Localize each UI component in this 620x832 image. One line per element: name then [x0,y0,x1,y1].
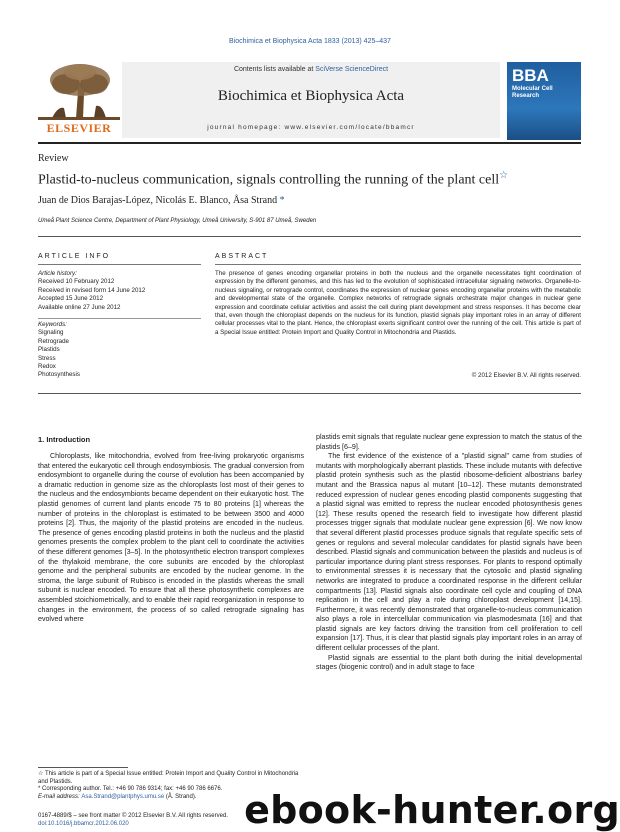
history-item: Accepted 15 June 2012 [38,295,104,303]
body-paragraph: The first evidence of the existence of a "plastid signal" came from studies of mutants with morphologically aberrant plastids. These include mutants with defective plastid protein synthesis such as the plastid ribosome-deficient albostrians barley mutant and the Brassica napus al mutant [10–12]. These mutants demonstrated reduced expression of nuclear genes encoding plastid components suggesting that a plastid signal was emitted to repress the nuclear encoded photosynthesis genes [12]. These results opened the research field to investigate how different plastid processes trigger signals that modulate nuclear gene expression [6]. We now know that several different plastid processes produce signals that regulate specific sets of genes or regulons and several molecular candidates for plastid signals have been described. Plastid signals and communication between the plastids and nucleus is of particular importance during plant stress responses. For plants to respond optimally to environmental stresses it is necessary that the cytosolic and plastid signaling networks are integrated to produce a coordinated response in the different cellular compartments [13]. Plastid signals also coordinate cell cycle and coupling of DNA replication in the cell and play a role during chloroplast development [14,15]. Furthermore, it was recently demonstrated that organelle-to-nucleus communication also plays a role in intercellular communication via plasmodesmata [16] and that plastid signals are key factors driving the transition from cell proliferation to cell expansion [17]. Thus, it is clear that plastid signals play important roles in an array of different cellular processes of the plant. [316,452,582,653]
copyright-notice: © 2012 Elsevier B.V. All rights reserved. [471,372,581,379]
article-info-heading: ARTICLE INFO [38,253,111,260]
email-suffix: (Å. Strand). [164,793,197,800]
cover-subtitle: Molecular Cell Research [512,86,553,99]
journal-cover-image [507,62,581,140]
history-item: Available online 27 June 2012 [38,303,121,311]
contents-prefix: Contents lists available at [233,66,316,73]
keyword-item: Signaling [38,329,64,337]
keywords-label: Keywords: [38,321,67,328]
title-footnote-star-icon[interactable]: ☆ [499,170,509,181]
watermark: ebook-hunter.org [244,788,620,832]
affiliation: Umeå Plant Science Centre, Department of Plant Physiology, Umeå University, S-901 87 Umeå, Sweden [38,218,317,224]
email-link[interactable]: Asa.Strand@plantphys.umu.se [81,793,165,800]
article-type: Review [38,153,69,164]
footnote-divider [38,767,128,768]
keyword-item: Retrograde [38,337,69,345]
keywords-divider [38,318,201,319]
header-divider [38,142,581,144]
corresponding-author-footnote: * Corresponding author. Tel.: +46 90 786 9314; fax: +46 90 786 6676. [38,786,223,793]
body-paragraph: Plastid signals are essential to the plant both during the initial developmental stages (biogenic control) and in adult stage to face [316,653,582,672]
article-title [38,170,598,189]
sciencedirect-link[interactable]: SciVerse ScienceDirect [315,66,389,73]
body-paragraph: Chloroplasts, like mitochondria, evolved from free-living prokaryotic organisms that entered the eukaryotic cell through endosymbiosis. The gradual conversion from endosymbiont to organelle during the course of evolution has been accompanied by a dramatic reduction in genome size as the chloroplasts lost most of their genes to the nucleus and the endosymbionts became dependent on their eukaryotic host. The plastid genomes of current land plants encode 75 to 80 proteins [1] whereas the number of proteins in the chloroplast is estimated to be between 3500 and 4000 proteins [2]. Thus, the majority of the plastid proteins are encoded in the nucleus. The presence of genes encoding plastid proteins in both the nucleus and the plastid genomes presents the complex problem to the plant cell to coordinate the activities of these different genomes [3–5]. In the photosynthetic electron transport complexes of the thylakoid membrane, the core subunits are encoded by the chloroplast genome and the peripheral subunits are encoded by the nuclear genome. In the stroma, the large subunit of Rubisco is encoded in the plastids whereas the small subunit is nuclear encoded. To ensure that all these photosynthetic complexes are assembled stoichiometrically, and to enable their rapid reorganization in response to changes in the environment, the process of so called retrograde signaling has evolved where [38,452,304,624]
corresponding-author-mark[interactable]: * [279,195,285,206]
tree-icon [38,62,120,120]
abstract-text: The presence of genes encoding organellar proteins in both the nucleus and the organelle necessitates tight coordination of expression by the different genomes, and this has led to the evolution of sophisticated intracellular signaling networks. Organelle-to-nucleus signaling, or retrograde control, coordinates the expression of nuclear genes encoding organellar proteins with the metabolic and developmental state of the organelle. Complex networks of retrograde signals orchestrate major changes in nuclear gene expression and coordinate cellular activities and assist the cell during plant development and stress responses. It has become clear that, even though the chloroplast depends on the nucleus for its function, plastid signals play important roles in an array of different cellular processes vital to the plant. Hence, the chloroplast exerts significant control over the running of the cell. This article is part of a Special Issue entitled: Protein Import and Quality Control in Mitochondria and Plastids. [215,270,581,336]
issn-line: 0167-4889/$ – see front matter © 2012 Elsevier B.V. All rights reserved. [38,813,228,819]
article-info-divider [38,264,201,265]
email-label: E-mail address: [38,793,82,800]
article-title-text: Plastid-to-nucleus communication, signals controlling the running of the plant cell [38,172,500,188]
journal-homepage-link[interactable]: journal homepage: www.elsevier.com/locate/bbamcr [207,124,415,131]
title-divider [38,236,581,237]
cover-title: BBA [512,66,549,85]
contents-available-line [122,66,500,73]
section-heading-introduction: 1. Introduction [38,435,91,444]
keyword-item: Redox [38,363,56,371]
publisher-name: ELSEVIER [46,121,112,135]
history-label: Article history: [38,270,77,277]
keyword-item: Plastids [38,346,60,354]
journal-name: Biochimica et Biophysica Acta [217,88,405,104]
history-item: Received 10 February 2012 [38,278,115,286]
abstract-divider [215,264,581,265]
body-left-column [38,452,304,625]
author-list [38,195,285,206]
journal-citation-link[interactable]: Biochimica et Biophysica Acta 1833 (2013) 425–437 [229,38,391,45]
special-issue-footnote: ☆ This article is part of a Special Issue entitled: Protein Import and Quality Control in Mitochondria and Plastids. [38,771,299,785]
keyword-item: Stress [38,354,56,362]
body-paragraph: plastids emit signals that regulate nuclear gene expression to match the status of the plastids [6–9]. [316,433,582,451]
keyword-item: Photosynthesis [38,371,80,379]
abstract-heading: ABSTRACT [215,253,269,260]
author-names: Juan de Dios Barajas-López, Nicolás E. Blanco, Åsa Strand [38,195,278,206]
abstract-bottom-divider [38,393,581,394]
article-history [38,270,203,312]
body-right-column [316,433,582,673]
doi-link[interactable]: doi:10.1016/j.bbamcr.2012.06.020 [38,820,129,827]
history-item: Received in revised form 14 June 2012 [38,286,146,294]
keywords [38,321,203,380]
